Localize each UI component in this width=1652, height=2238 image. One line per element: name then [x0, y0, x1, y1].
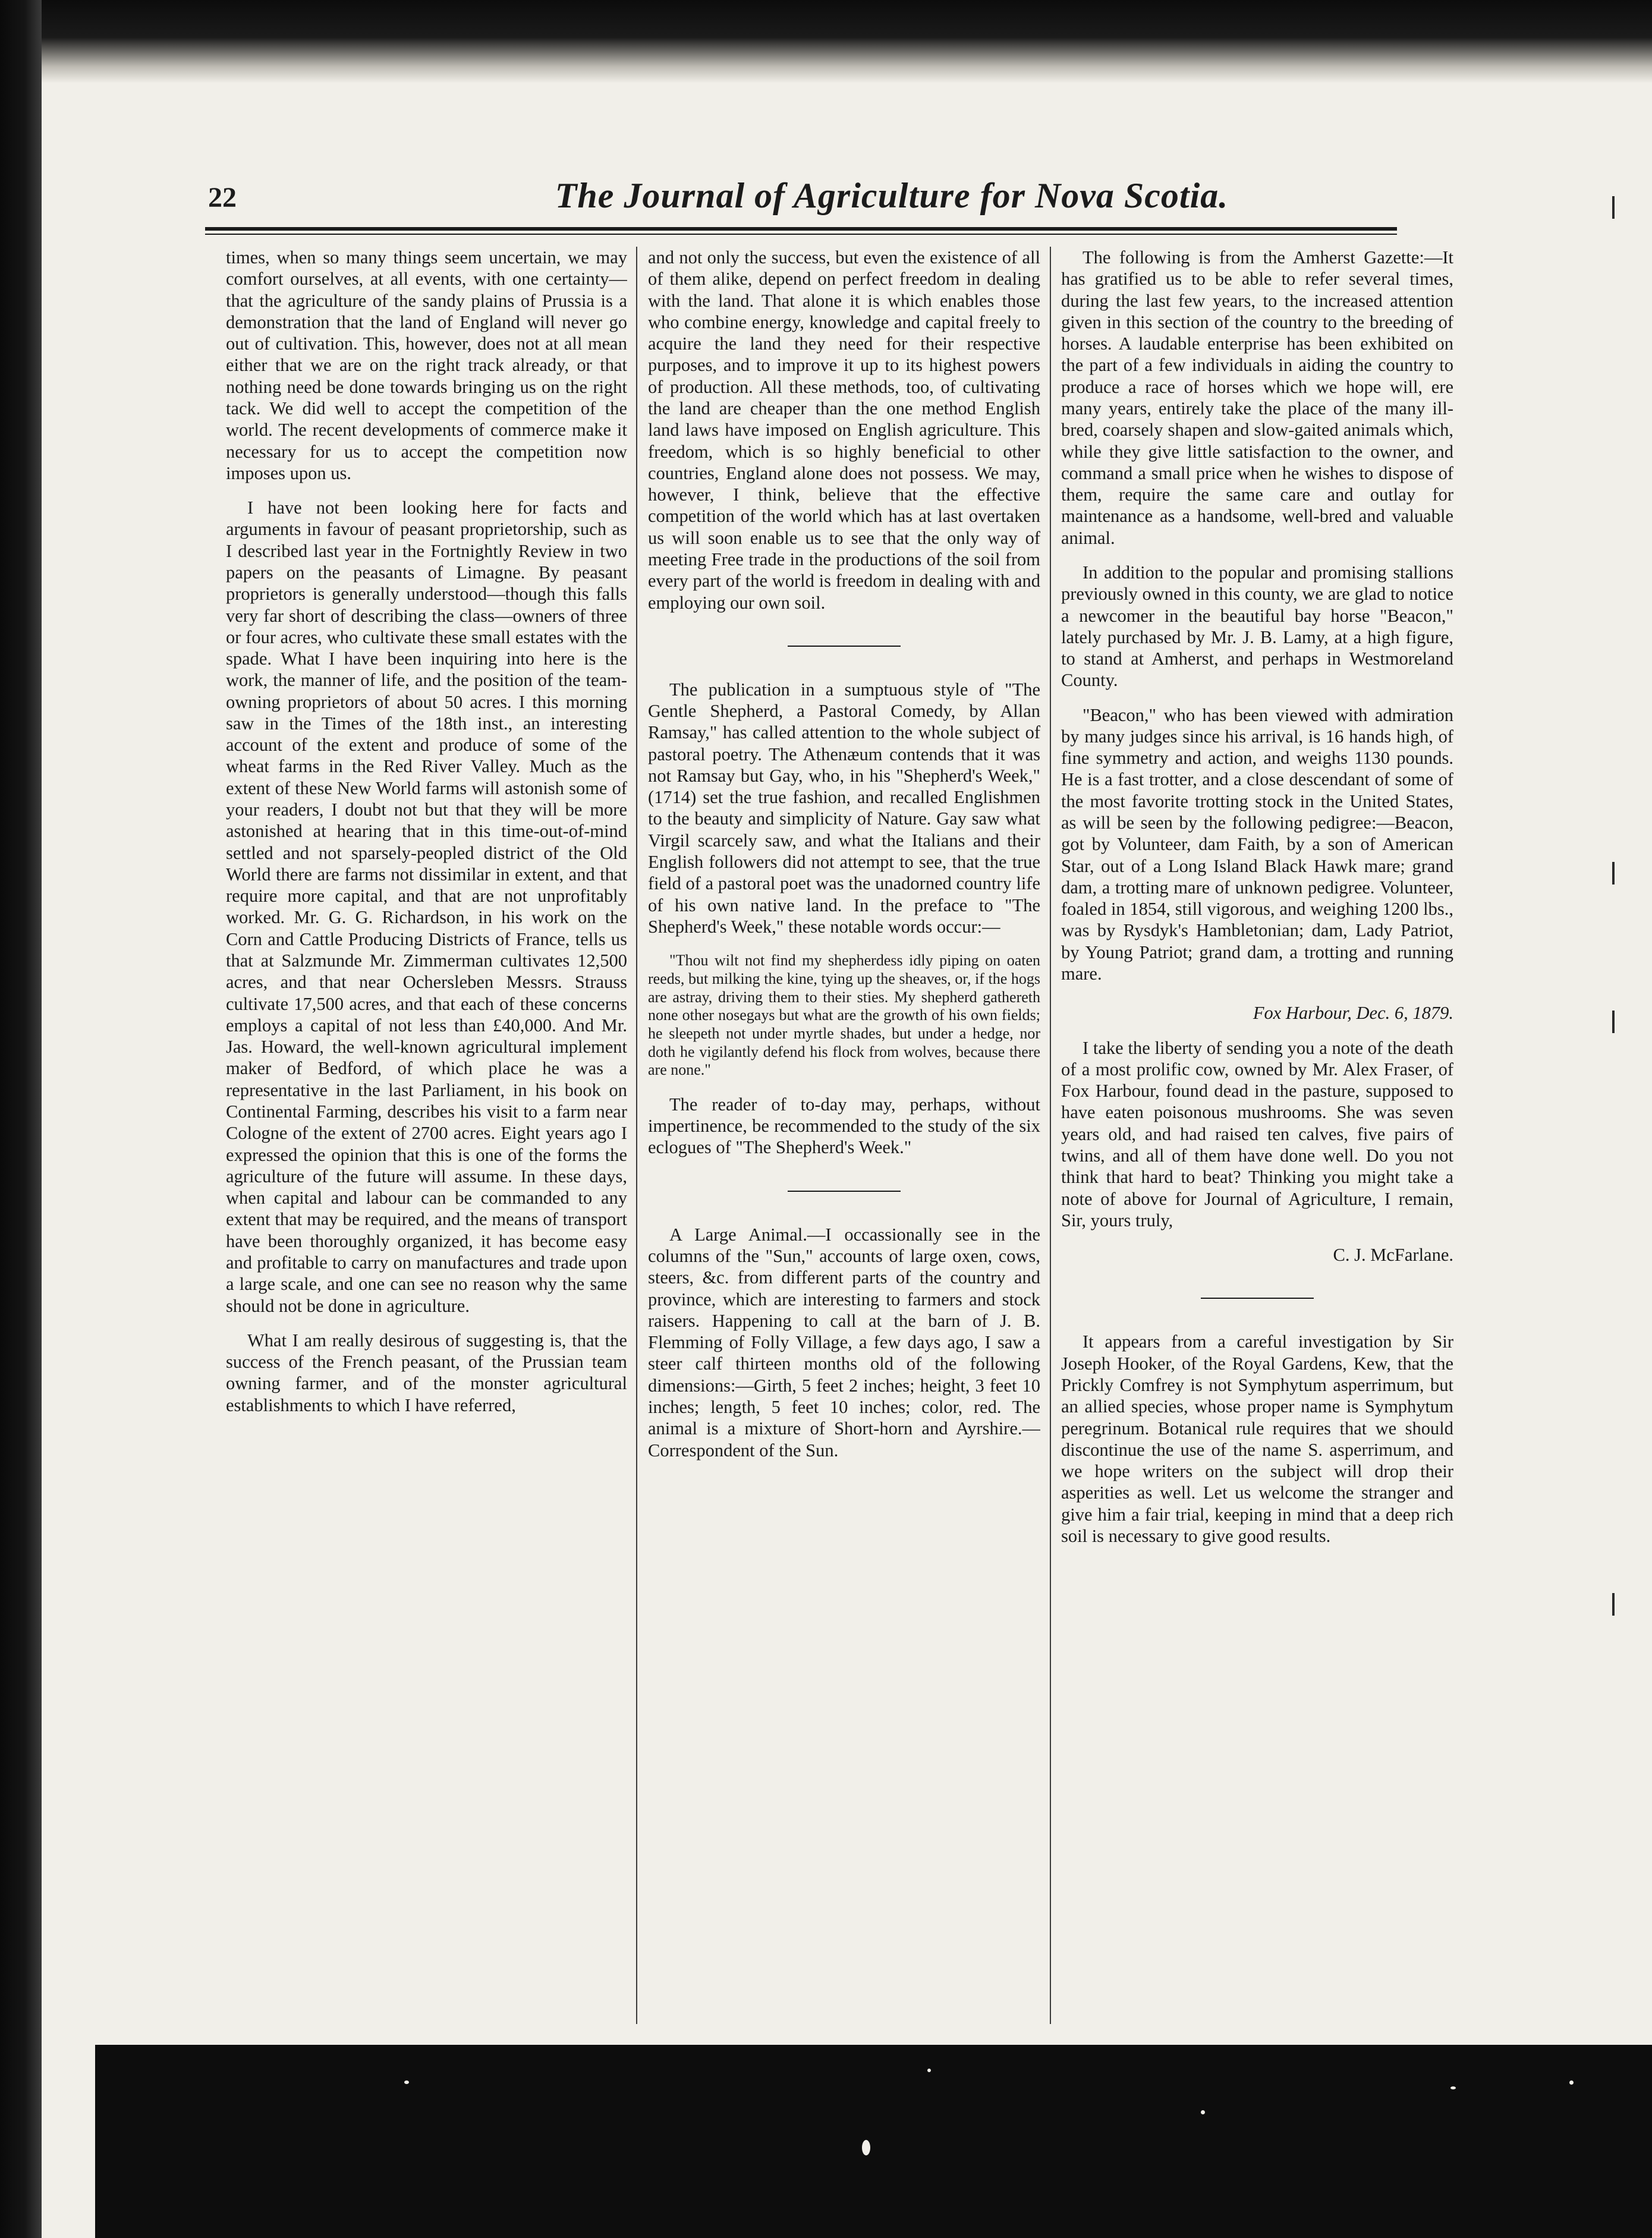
header-rule-thick — [205, 227, 1397, 231]
paragraph: What I am really desirous of suggesting is, that the success of the French peasant, of the Prussian team owning farmer, and of the monster agricultural establishments to which I have referred, — [226, 1330, 627, 1415]
column-2 — [648, 247, 1040, 2024]
quotation: "Thou wilt not find my shepherdess idly piping on oaten reeds, but milking the kine, tying up the sheaves, or, if the hogs are astray, driving them to their sties. My shepherd gathereth none other nosegays but what are the growth of his own fields; he sleepeth not under myrtle shades, but under a hedge, nor doth he vigilantly defend his flock from wolves, because there are none." — [648, 952, 1040, 1079]
section-rule — [788, 646, 901, 647]
paragraph: and not only the success, but even the existence of all of them alike, depend on perfect freedom in dealing with the land. That alone it is which enables those who combine energy, knowledge and capital freely to acquire the land they need for their respective purposes, and to improve it up to its highest powers of production. All these methods, too, of cultivating the land are cheaper than the one method English land laws have imposed on English agriculture. This freedom, which is so highly beneficial to other countries, England alone does not possess. We may, however, I think, believe that the effective competition of the world which has at last overtaken us will soon enable us to see that the only way of meeting Free trade in the productions of the soil from every part of the world is freedom in dealing with and employing our own soil. — [648, 247, 1040, 613]
column-1 — [226, 247, 627, 2024]
paragraph: The reader of to-day may, perhaps, without impertinence, be recommended to the study of the six eclogues of "The Shepherd's Week." — [648, 1094, 1040, 1158]
margin-mark — [1612, 862, 1615, 885]
section-rule — [1201, 1298, 1314, 1299]
scan-border-bottom — [95, 2045, 1652, 2238]
paragraph: A Large Animal.—I occassionally see in the columns of the "Sun," accounts of large oxen, cows, steers, &c. from different parts of the country and province, which are interesting to farmers and stock raisers. Happening to call at the barn of J. B. Flemming of Folly Village, a few days ago, I saw a steer calf thirteen months old of the following dimensions:—Girth, 5 feet 2 inches; height, 3 feet 10 inches; length, 5 feet 10 inches; color, red. The animal is a mixture of Short-horn and Ayrshire.—Correspondent of the Sun. — [648, 1224, 1040, 1460]
section-rule — [788, 1191, 901, 1192]
running-title: The Journal of Agriculture for Nova Scotia. — [555, 176, 1229, 215]
paragraph: times, when so many things seem uncertain, we may comfort ourselves, at all events, with one certainty—that the agriculture of the sandy plains of Prussia is a demonstration that the land of England will never go out of cultivation. This, however, does not at all mean either that we are on the right track already, or that nothing need be done towards bringing us on the right tack. We did well to accept the competition of the world. The recent developments of commerce make it necessary for us to accept the competition now imposes upon us. — [226, 247, 627, 483]
margin-mark — [1612, 1011, 1615, 1033]
scan-border-left — [0, 0, 42, 2238]
paragraph: It appears from a careful investigation by Sir Joseph Hooker, of the Royal Gardens, Kew, that the Prickly Comfrey is not Symphytum asperrimum, but an allied species, whose proper name is Symphytum peregrinum. Botanical rule requires that we should discontinue the use of the name S. asperrimum, and we hope writers on the subject will drop their asperities as well. Let us welcome the stranger and give him a fair trial, keeping in mind that a deep rich soil is necessary to give good results. — [1061, 1332, 1453, 1546]
paragraph: The publication in a sumptuous style of "The Gentle Shepherd, a Pastoral Comedy, by Allan Ramsay," has called attention to the whole subject of pastoral poetry. The Athenæum contends that it was not Ramsay but Gay, who, in his "Shepherd's Week," (1714) set the true fashion, and recalled Englishmen to the beauty and simplicity of Nature. Gay saw what Virgil scarcely saw, and what the Italians and their English followers did not attempt to see, that the true field of a pastoral poet was the unadorned country life of his own native land. In the preface to "The Shepherd's Week," these notable words occur:— — [648, 679, 1040, 937]
page-number: 22 — [208, 182, 237, 213]
paragraph: I have not been looking here for facts and arguments in favour of peasant proprietorship, such as I described last year in the Fortnightly Review in two papers on the peasants of Limagne. By peasant proprietors is generally understood—though this falls very far short of describing the class—owners of three or four acres, who cultivate these small estates with the spade. What I have been inquiring into here is the work, the manner of life, and the position of the team-owning proprietors of about 50 acres. I this morning saw in the Times of the 18th inst., an interesting account of the extent and produce of some of the wheat farms in the Red River Valley. Much as the extent of these New World farms will astonish some of your readers, I doubt not but that they will be more astonished at hearing that in this time-out-of-mind settled and not sparsely-peopled district of the Old World there are farms not dissimilar in extent, and that require more capital, and that are not unprofitably worked. Mr. G. G. Richardson, in his work on the Corn and Cattle Producing Districts of France, tells us that at Salzmunde Mr. Zimmerman cultivates 12,500 acres, and that near Ochersleben Messrs. Strauss cultivate 17,500 acres, and that each of these concerns employs a capital of not less than £40,000. And Mr. Jas. Howard, the well-known agricultural implement maker of Bedford, of which place he was a representative in the last Parliament, in his book on Continental Farming, describes his visit to a farm near Cologne of the extent of 2700 acres. Eight years ago I expressed the opinion that this is one of the forms the agriculture of the future will assume. In these days, when capital and labour can be commanded to any extent that may be required, and the means of transport have been thoroughly organized, it has become easy and profitable to carry on manufactures and trade upon a large scale, and one can see no reason why the same should not be done in agriculture. — [226, 498, 627, 1316]
paragraph: "Beacon," who has been viewed with admiration by many judges since his arrival, is 16 hands high, of fine symmetry and action, and weighs 1130 pounds. He is a fast trotter, and a close descendant of some of the most favorite trotting stock in the United States, as will be seen by the following pedigree:—Beacon, got by Volunteer, dam Faith, by a son of American Star, out of a Long Island Black Hawk mare; grand dam, a trotting mare of unknown pedigree. Volunteer, foaled in 1854, still vigorous, and weighing 1200 lbs., was by Rysdyk's Hambletonian; dam, Lady Patriot, by Young Patriot; grand dam, a trotting and running mare. — [1061, 704, 1453, 984]
scan-border-top — [42, 0, 1652, 83]
column-divider — [1050, 247, 1051, 2024]
paragraph: I take the liberty of sending you a note of the death of a most prolific cow, owned by Mr. Alex Fraser, of Fox Harbour, found dead in the pasture, supposed to have eaten poisonous mushrooms. She was seven years old, and had raised ten calves, five pairs of twins, and all of them have done well. Do you not think that hard to beat? Thinking you might take a note of above for Journal of Agriculture, I remain, Sir, yours truly, — [1061, 1037, 1453, 1230]
column-3 — [1061, 247, 1453, 2024]
paragraph: The following is from the Amherst Gazette:—It has gratified us to be able to refer several times, during the last few years, to the increased attention given in this section of the country to the breeding of horses. A laudable enterprise has been exhibited on the part of a few individuals in aiding the country to produce a race of horses which we hope will, ere many years, entirely take the place of the many ill-bred, coarsely shapen and slow-gaited animals which, while they give little satisfaction to the owner, and command a small price when he wishes to dispose of them, require the same care and outlay for maintenance as a handsome, well-bred and valuable animal. — [1061, 247, 1453, 548]
dateline: Fox Harbour, Dec. 6, 1879. — [1253, 1003, 1453, 1024]
signature: C. J. McFarlane. — [1333, 1245, 1453, 1266]
margin-mark — [1612, 196, 1615, 219]
column-divider — [636, 247, 637, 2024]
header-rule-thin — [205, 234, 1397, 235]
paragraph: In addition to the popular and promising stallions previously owned in this county, we are glad to notice a newcomer in the beautiful bay horse "Beacon," lately purchased by Mr. J. B. Lamy, at a high figure, to stand at Amherst, and perhaps in Westmoreland County. — [1061, 562, 1453, 691]
margin-mark — [1612, 1593, 1615, 1616]
